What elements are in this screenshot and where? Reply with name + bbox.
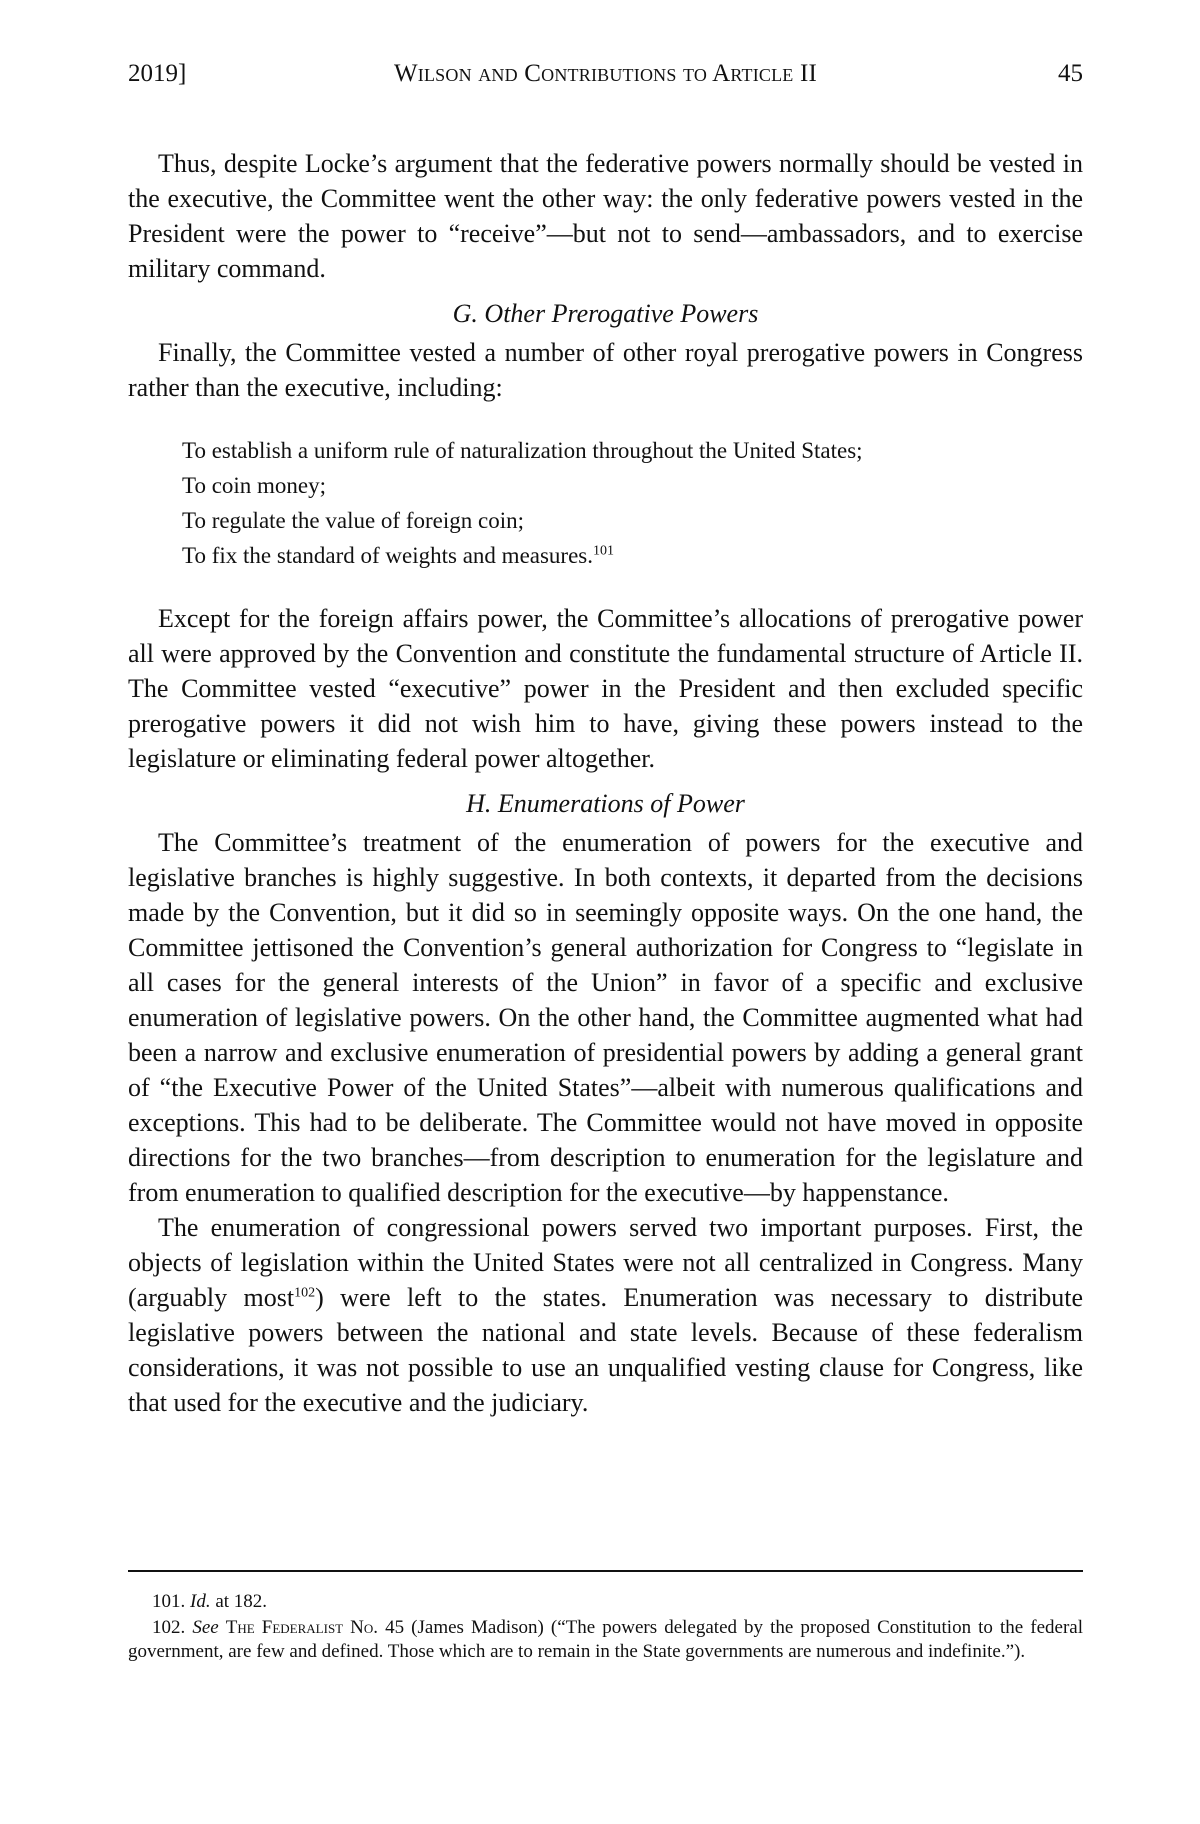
footnote-signal-italic: See [192,1617,219,1638]
paragraph-congressional-powers [128,1210,1083,1420]
section-heading-h: H. Enumerations of Power [466,789,745,818]
quote-line-last [182,538,1083,573]
quote-line: To establish a uniform rule of naturalization throughout the United States; [182,438,863,463]
quote-line: To coin money; [182,473,327,498]
paragraph-enumeration-treatment: The Committee’s treatment of the enumeration of powers for the executive and legislative branches is highly suggestive. In both contexts, it departed from the decisions made by the Convention, but it did so in seemingly opposite ways. On the one hand, the Committee jettisoned the Convention’s general authorization for Congress to “legislate in all cases for the general interests of the Union” in favor of a specific and exclusive enumeration of legislative powers. On the other hand, the Committee augmented what had been a narrow and exclusive enumeration of presidential powers by adding a general grant of “the Executive Power of the United States”—albeit with numerous qualifications and exceptions. This had to be deliberate. The Committee would not have moved in opposite directions for the two branches—from description to enumeration for the legislature and from enumeration to qualified description for the executive—by happenstance. [128,828,1083,1207]
quote-line: To regulate the value of foreign coin; [182,508,524,533]
section-heading-g: G. Other Prerogative Powers [452,299,759,328]
paragraph-allocations: Except for the foreign affairs power, the Committee’s allocations of prerogative power all were approved by the Convention and constitute the fundamental structure of Article II. The Committee vested “executive” power in the President and then excluded specific prerogative powers it did not wish him to have, giving these powers instead to the legislature or eliminating federal power altogether. [128,604,1083,773]
footnote-102 [128,1616,1083,1664]
footnote-text: at 182. [210,1591,268,1612]
footnote-ref-101[interactable]: 101 [593,543,615,559]
quote-line-text: To fix the standard of weights and measures. [182,543,594,568]
paragraph-text-part2: ) were left to the states. Enumeration was necessary to distribute legislative powers between the national and state levels. Because of these federalism considerations, it was not possible to use an unqualified vesting clause for Congress, like that used for the executive and the judiciary. [128,1283,1083,1417]
footnote-text: 45 (James Madison) (“The powers delegated by the proposed Constitution to the federal government, are few and defined. Those which are to remain in the State governments are numerous and indefinite.”). [128,1617,1084,1662]
page-number: 45 [1058,60,1083,87]
body-text [128,146,1083,1420]
footnote-source: The Federalist No. [225,1617,379,1638]
header-year: 2019] [128,60,187,87]
footnote-ref-102[interactable]: 102 [294,1285,316,1301]
footnote-number: 102. [152,1617,186,1638]
paragraph-text-part1: The enumeration of congressional powers served two important purposes. First, the objects of legislation within the United States were not all centralized in Congress. Many (arguably most [128,1213,1083,1312]
footnote-101 [128,1590,1083,1614]
footnote-citation-italic: Id. [190,1591,211,1612]
footnote-divider [128,1570,1083,1572]
block-quote [182,433,1083,573]
footnotes [128,1590,1083,1666]
running-header [128,58,1083,90]
footnote-number: 101. [152,1591,186,1612]
paragraph-other-prerogatives: Finally, the Committee vested a number of other royal prerogative powers in Congress rather than the executive, including: [128,338,1083,402]
header-title: Wilson and Contributions to Article II [393,60,818,87]
paragraph-federative-powers: Thus, despite Locke’s argument that the federative powers normally should be vested in the executive, the Committee went the other way: the only federative powers vested in the President were the power to “receive”—but not to send—ambassadors, and to exercise military command. [128,149,1083,283]
